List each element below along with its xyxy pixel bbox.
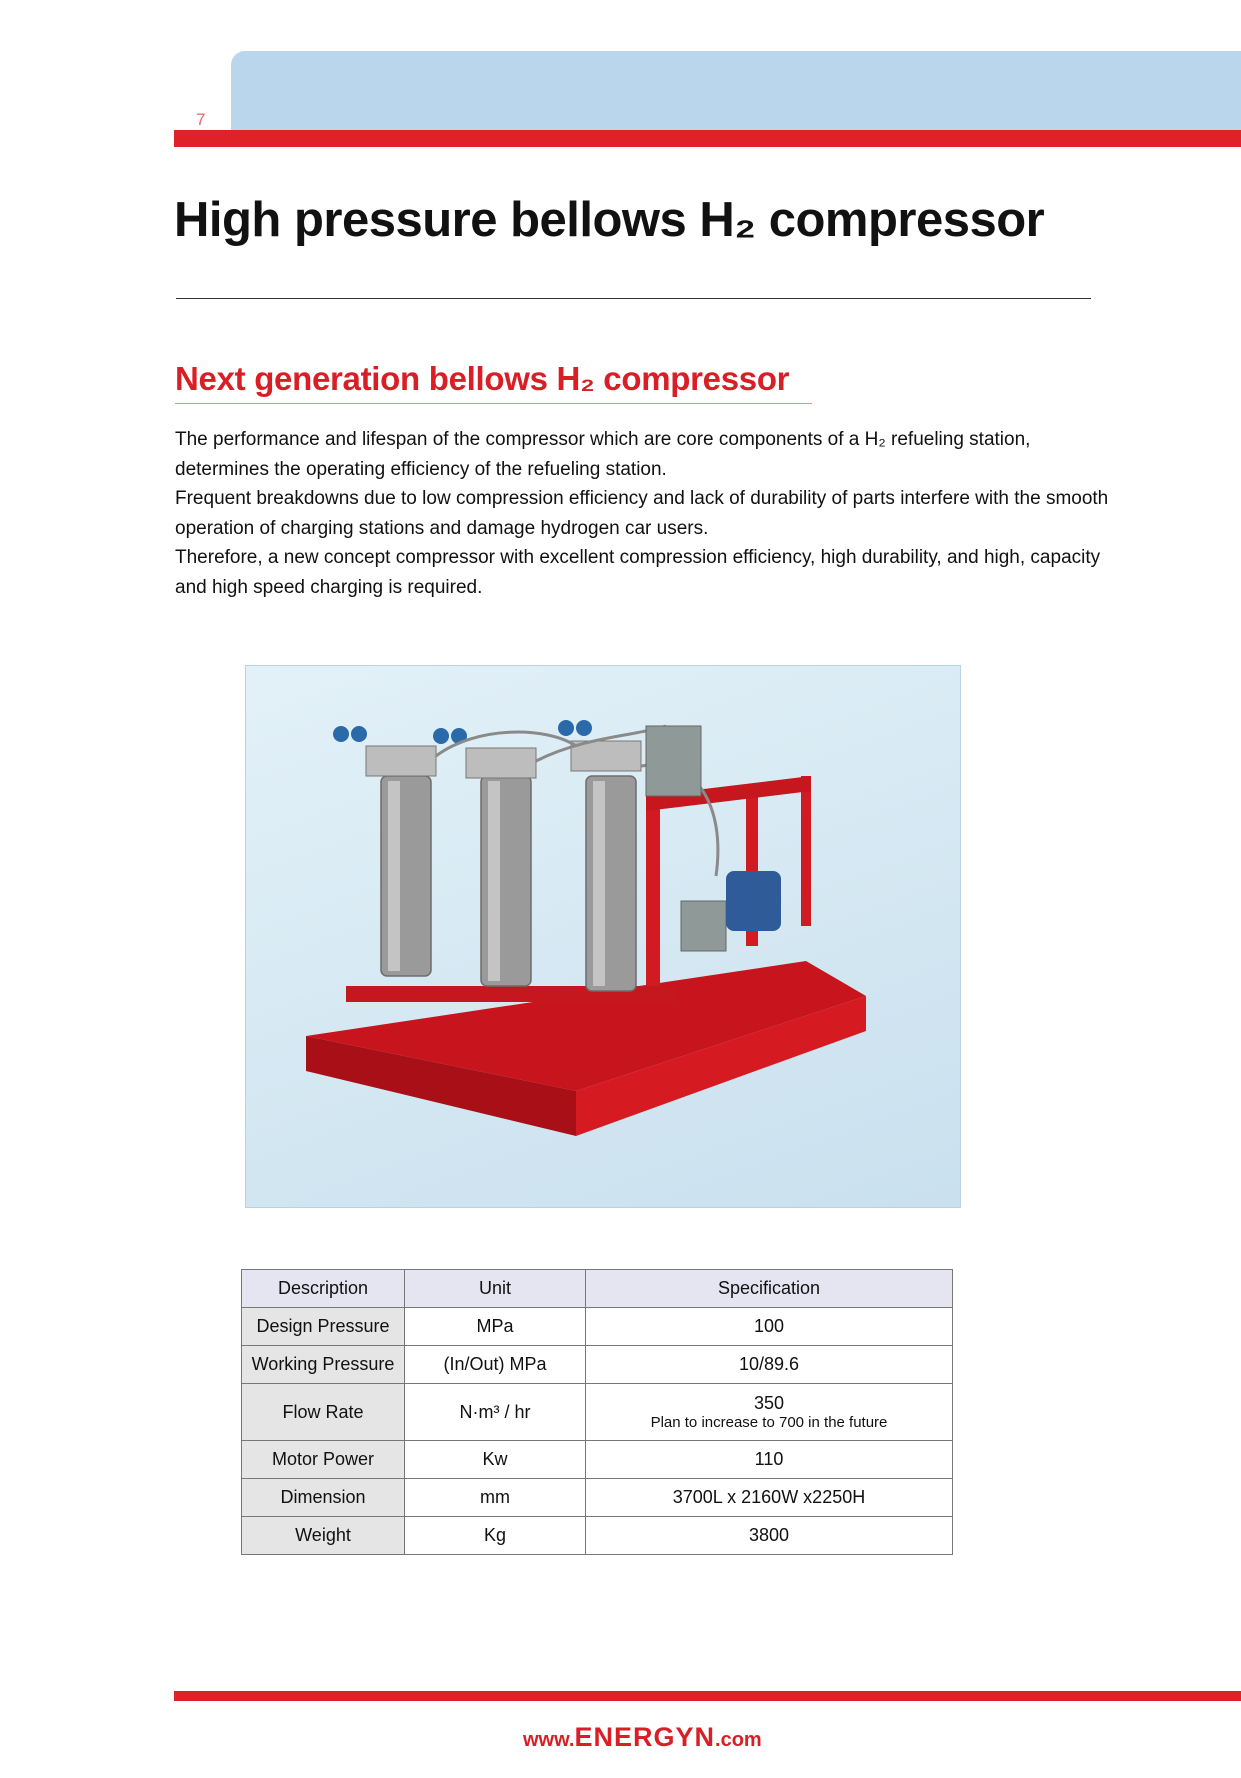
cell-unit: (In/Out) MPa <box>405 1346 586 1384</box>
cell-spec: 100 <box>586 1308 953 1346</box>
title-divider <box>176 298 1091 299</box>
cell-description: Flow Rate <box>242 1384 405 1441</box>
cell-unit: mm <box>405 1479 586 1517</box>
compressor-photo <box>245 665 961 1208</box>
cell-unit: MPa <box>405 1308 586 1346</box>
table-header-row <box>242 1270 953 1308</box>
table-row <box>242 1517 953 1555</box>
footer-red-band <box>174 1691 1241 1701</box>
cell-description: Design Pressure <box>242 1308 405 1346</box>
table-row <box>242 1346 953 1384</box>
cell-description: Dimension <box>242 1479 405 1517</box>
paragraph: The performance and lifespan of the compressor which are core components of a H₂ refueling station, determines the operating efficiency of the refueling station. <box>175 429 1031 480</box>
cell-description: Motor Power <box>242 1441 405 1479</box>
cell-spec: 110 <box>586 1441 953 1479</box>
paragraph: Therefore, a new concept compressor with excellent compression efficiency, high durability, and high, capacity and high speed charging is required. <box>175 547 1101 598</box>
cell-description: Working Pressure <box>242 1346 405 1384</box>
footer-prefix: www. <box>523 1729 575 1751</box>
cell-spec: 3800 <box>586 1517 953 1555</box>
table-row <box>242 1384 953 1441</box>
spec-table <box>241 1269 953 1555</box>
cell-spec: 3700L x 2160W x2250H <box>586 1479 953 1517</box>
spec-note: Plan to increase to 700 in the future <box>650 1413 888 1431</box>
cell-unit: Kw <box>405 1441 586 1479</box>
cell-spec: 10/89.6 <box>586 1346 953 1384</box>
section-underline <box>175 403 812 404</box>
intro-text <box>175 425 1115 602</box>
spec-value: 350 <box>753 1392 785 1413</box>
cell-unit: Kg <box>405 1517 586 1555</box>
footer-suffix: .com <box>715 1729 762 1751</box>
col-header-specification: Specification <box>586 1270 953 1308</box>
cell-spec <box>586 1384 953 1441</box>
footer-url[interactable] <box>523 1722 762 1753</box>
footer-brand: ENERGYN <box>574 1722 716 1752</box>
col-header-description: Description <box>242 1270 405 1308</box>
col-header-unit: Unit <box>405 1270 586 1308</box>
cell-unit: N·m³ / hr <box>405 1384 586 1441</box>
table-row <box>242 1441 953 1479</box>
page-number: 7 <box>196 110 206 129</box>
page-title: High pressure bellows H₂ compressor <box>174 193 1045 247</box>
header-red-band <box>174 130 1241 147</box>
header-blue-band <box>231 51 1241 131</box>
paragraph: Frequent breakdowns due to low compression efficiency and lack of durability of parts interfere with the smooth operation of charging stations and damage hydrogen car users. <box>175 488 1109 539</box>
table-row <box>242 1308 953 1346</box>
section-heading: Next generation bellows H₂ compressor <box>175 360 790 397</box>
cell-description: Weight <box>242 1517 405 1555</box>
table-row <box>242 1479 953 1517</box>
compressor-illustration <box>246 666 960 1207</box>
